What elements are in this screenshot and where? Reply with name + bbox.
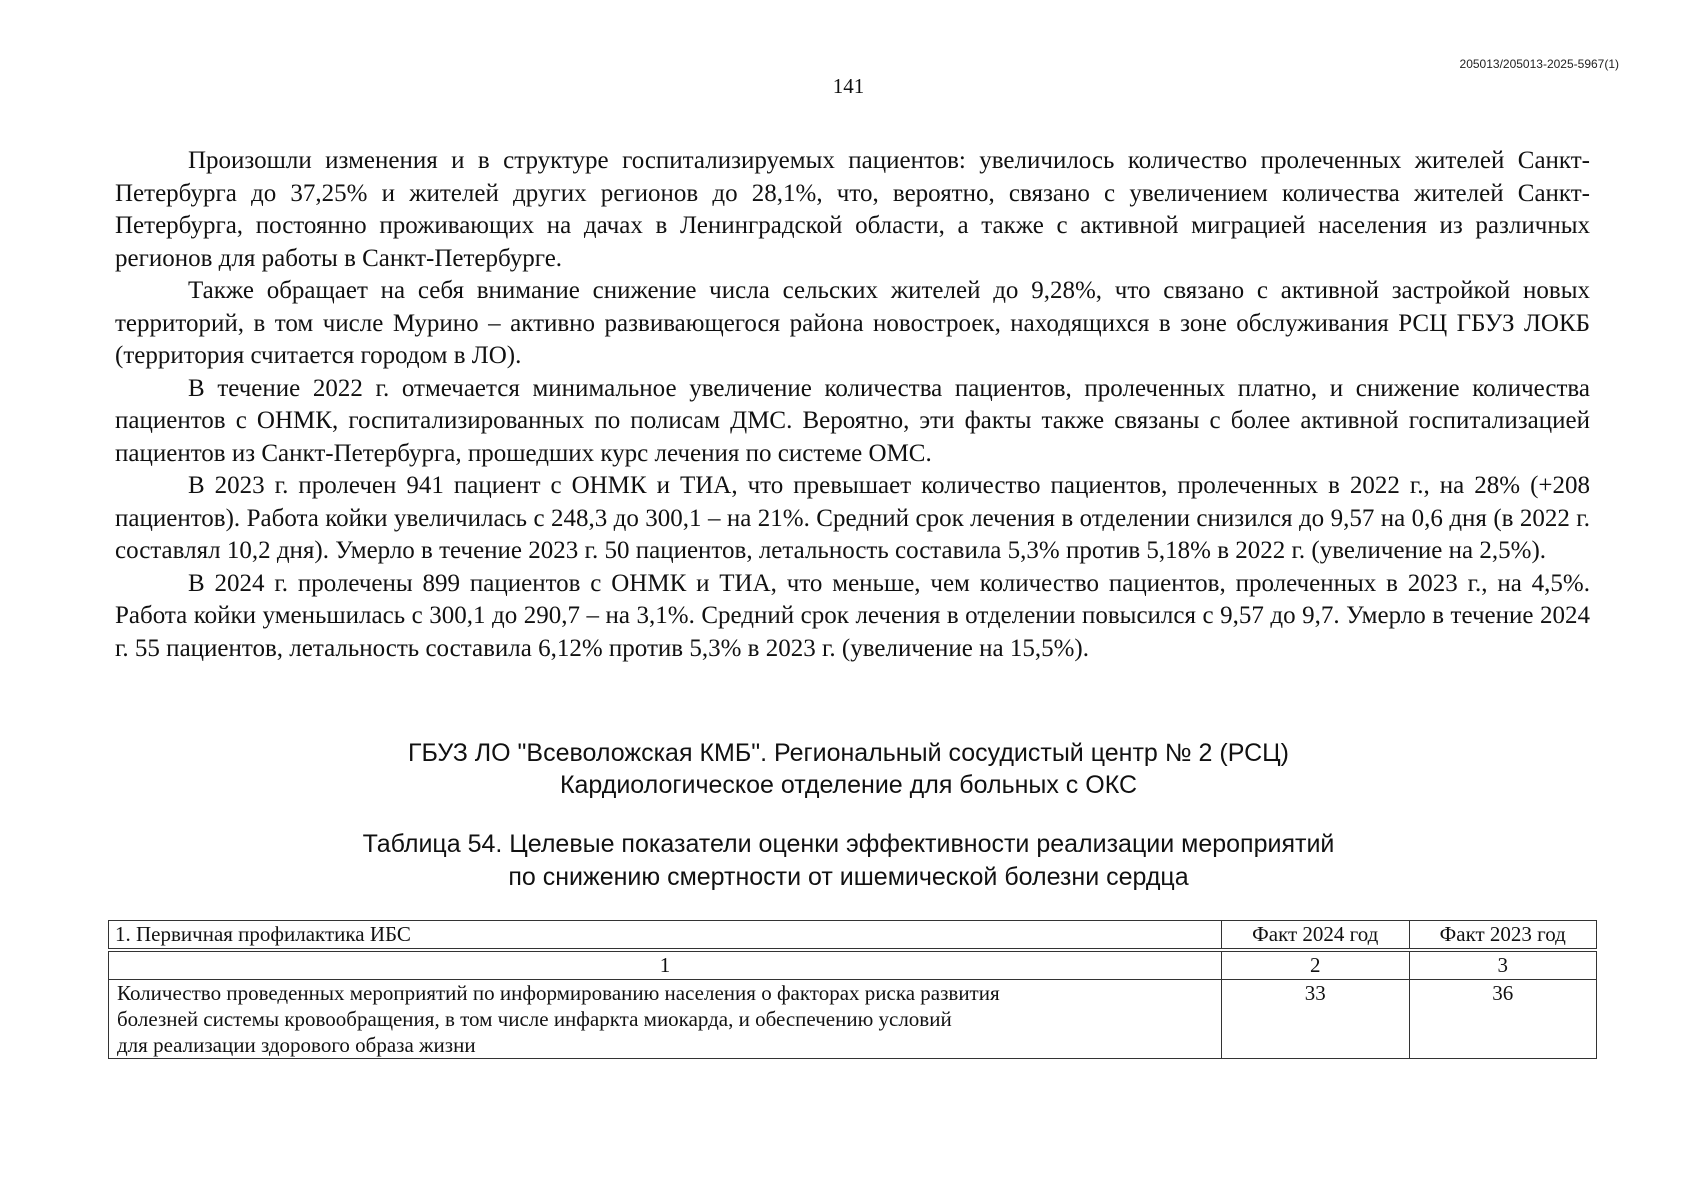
column-number: 2	[1222, 952, 1410, 980]
indicator-label-line: для реализации здорового образа жизни	[117, 1033, 476, 1057]
indicator-label-line: Количество проведенных мероприятий по информированию населения о факторах риска развития	[117, 981, 1000, 1005]
fact-2023-value: 36	[1409, 980, 1597, 1059]
document-id: 205013/205013-2025-5967(1)	[1459, 57, 1619, 71]
indicator-label	[109, 980, 1222, 1059]
indicator-table	[108, 920, 1597, 1059]
table-header-2024: Факт 2024 год	[1222, 921, 1410, 949]
table-number-row	[109, 952, 1597, 980]
paragraph: В 2023 г. пролечен 941 пациент с ОНМК и ТИА, что превышает количество пациентов, пролеченных в 2022 г., на 28% (+208 пациентов). Работа койки увеличилась с 248,3 до 300,1 – на 21%. Средний срок лечения в отделении снизился до 9,57 на 0,6 дня (в 2022 г. составлял 10,2 дня). Умерло в течение 2023 г. 50 пациентов, летальность составила 5,3% против 5,18% в 2022 г. (увеличение на 2,5%).	[115, 472, 1590, 564]
table-row	[109, 980, 1597, 1059]
table-caption-line: Таблица 54. Целевые показатели оценки эффективности реализации мероприятий	[362, 830, 1335, 858]
fact-2024-value: 33	[1222, 980, 1410, 1059]
table-header-row	[109, 921, 1597, 949]
section-heading-line: Кардиологическое отделение для больных с ОКС	[559, 771, 1138, 799]
table-caption-line: по снижению смертности от ишемической болезни сердца	[508, 863, 1189, 891]
paragraph: Также обращает на себя внимание снижение числа сельских жителей до 9,28%, что связано с активной застройкой новых территорий, в том числе Мурино – активно развивающегося района новостроек, находящихся в зоне обслуживания РСЦ ГБУЗ ЛОКБ (территория считается городом в ЛО).	[115, 277, 1590, 369]
paragraph: Произошли изменения и в структуре госпитализируемых пациентов: увеличилось количество пролеченных жителей Санкт-Петербурга до 37,25% и жителей других регионов до 28,1%, что, вероятно, связано с увеличением количества жителей Санкт-Петербурга, постоянно проживающих на дачах в Ленинградской области, а также с активной миграцией населения из различных регионов для работы в Санкт-Петербурге.	[115, 147, 1590, 272]
table-header-2023: Факт 2023 год	[1409, 921, 1597, 949]
table-caption	[0, 828, 1697, 894]
table-header-label: 1. Первичная профилактика ИБС	[109, 921, 1222, 949]
paragraph: В течение 2022 г. отмечается минимальное увеличение количества пациентов, пролеченных платно, и снижение количества пациентов с ОНМК, госпитализированных по полисам ДМС. Вероятно, эти факты также связаны с более активной госпитализацией пациентов из Санкт-Петербурга, прошедших курс лечения по системе ОМС.	[115, 374, 1590, 467]
indicator-label-line: болезней системы кровообращения, в том числе инфаркта миокарда, и обеспечению условий	[117, 1007, 952, 1031]
page-number: 141	[832, 74, 865, 98]
column-number: 3	[1409, 952, 1597, 980]
section-heading-line: ГБУЗ ЛО "Всеволожская КМБ". Региональный сосудистый центр № 2 (РСЦ)	[408, 739, 1289, 767]
paragraph: В 2024 г. пролечены 899 пациентов с ОНМК и ТИА, что меньше, чем количество пациентов, пролеченных в 2023 г., на 4,5%. Работа койки уменьшилась с 300,1 до 290,7 – на 3,1%. Средний срок лечения в отделении повысился с 9,57 до 9,7. Умерло в течение 2024 г. 55 пациентов, летальность составила 6,12% против 5,3% в 2023 г. (увеличение на 15,5%).	[115, 569, 1590, 662]
section-heading	[0, 737, 1697, 801]
column-number: 1	[109, 952, 1222, 980]
body-text	[115, 145, 1590, 665]
